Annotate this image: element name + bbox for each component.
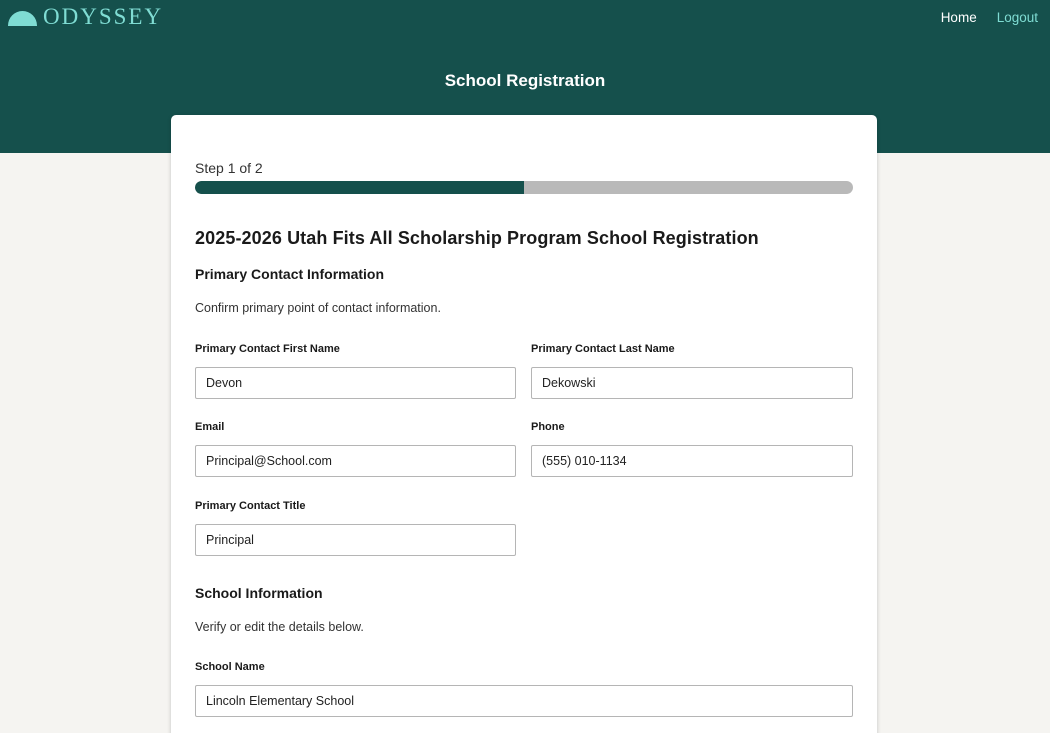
first-name-field[interactable] bbox=[195, 367, 516, 399]
school-info-heading: School Information bbox=[195, 585, 323, 601]
step-indicator: Step 1 of 2 bbox=[195, 160, 263, 176]
email-label: Email bbox=[195, 421, 225, 433]
primary-contact-description: Confirm primary point of contact information. bbox=[195, 301, 441, 315]
top-nav bbox=[941, 10, 1038, 25]
contact-title-label: Primary Contact Title bbox=[195, 500, 306, 512]
phone-field[interactable] bbox=[531, 445, 853, 477]
school-name-field[interactable] bbox=[195, 685, 853, 717]
school-info-description: Verify or edit the details below. bbox=[195, 620, 364, 634]
registration-card bbox=[171, 115, 877, 733]
contact-title-field[interactable] bbox=[195, 524, 516, 556]
logo-text: ODYSSEY bbox=[43, 4, 164, 29]
progress-bar bbox=[195, 181, 853, 194]
last-name-field[interactable] bbox=[531, 367, 853, 399]
form-title: 2025-2026 Utah Fits All Scholarship Program School Registration bbox=[195, 228, 759, 248]
last-name-label: Primary Contact Last Name bbox=[531, 343, 675, 355]
school-name-label: School Name bbox=[195, 661, 265, 673]
primary-contact-heading: Primary Contact Information bbox=[195, 266, 385, 282]
nav-home-link[interactable]: Home bbox=[940, 10, 977, 25]
progress-bar-fill bbox=[195, 181, 524, 194]
phone-label: Phone bbox=[531, 421, 565, 433]
odyssey-logo[interactable] bbox=[8, 4, 163, 30]
nav-logout-link[interactable]: Logout bbox=[996, 10, 1038, 25]
logo-sun-icon bbox=[8, 11, 37, 26]
email-field[interactable] bbox=[195, 445, 516, 477]
page-title: School Registration bbox=[444, 71, 606, 90]
first-name-label: Primary Contact First Name bbox=[195, 343, 340, 355]
